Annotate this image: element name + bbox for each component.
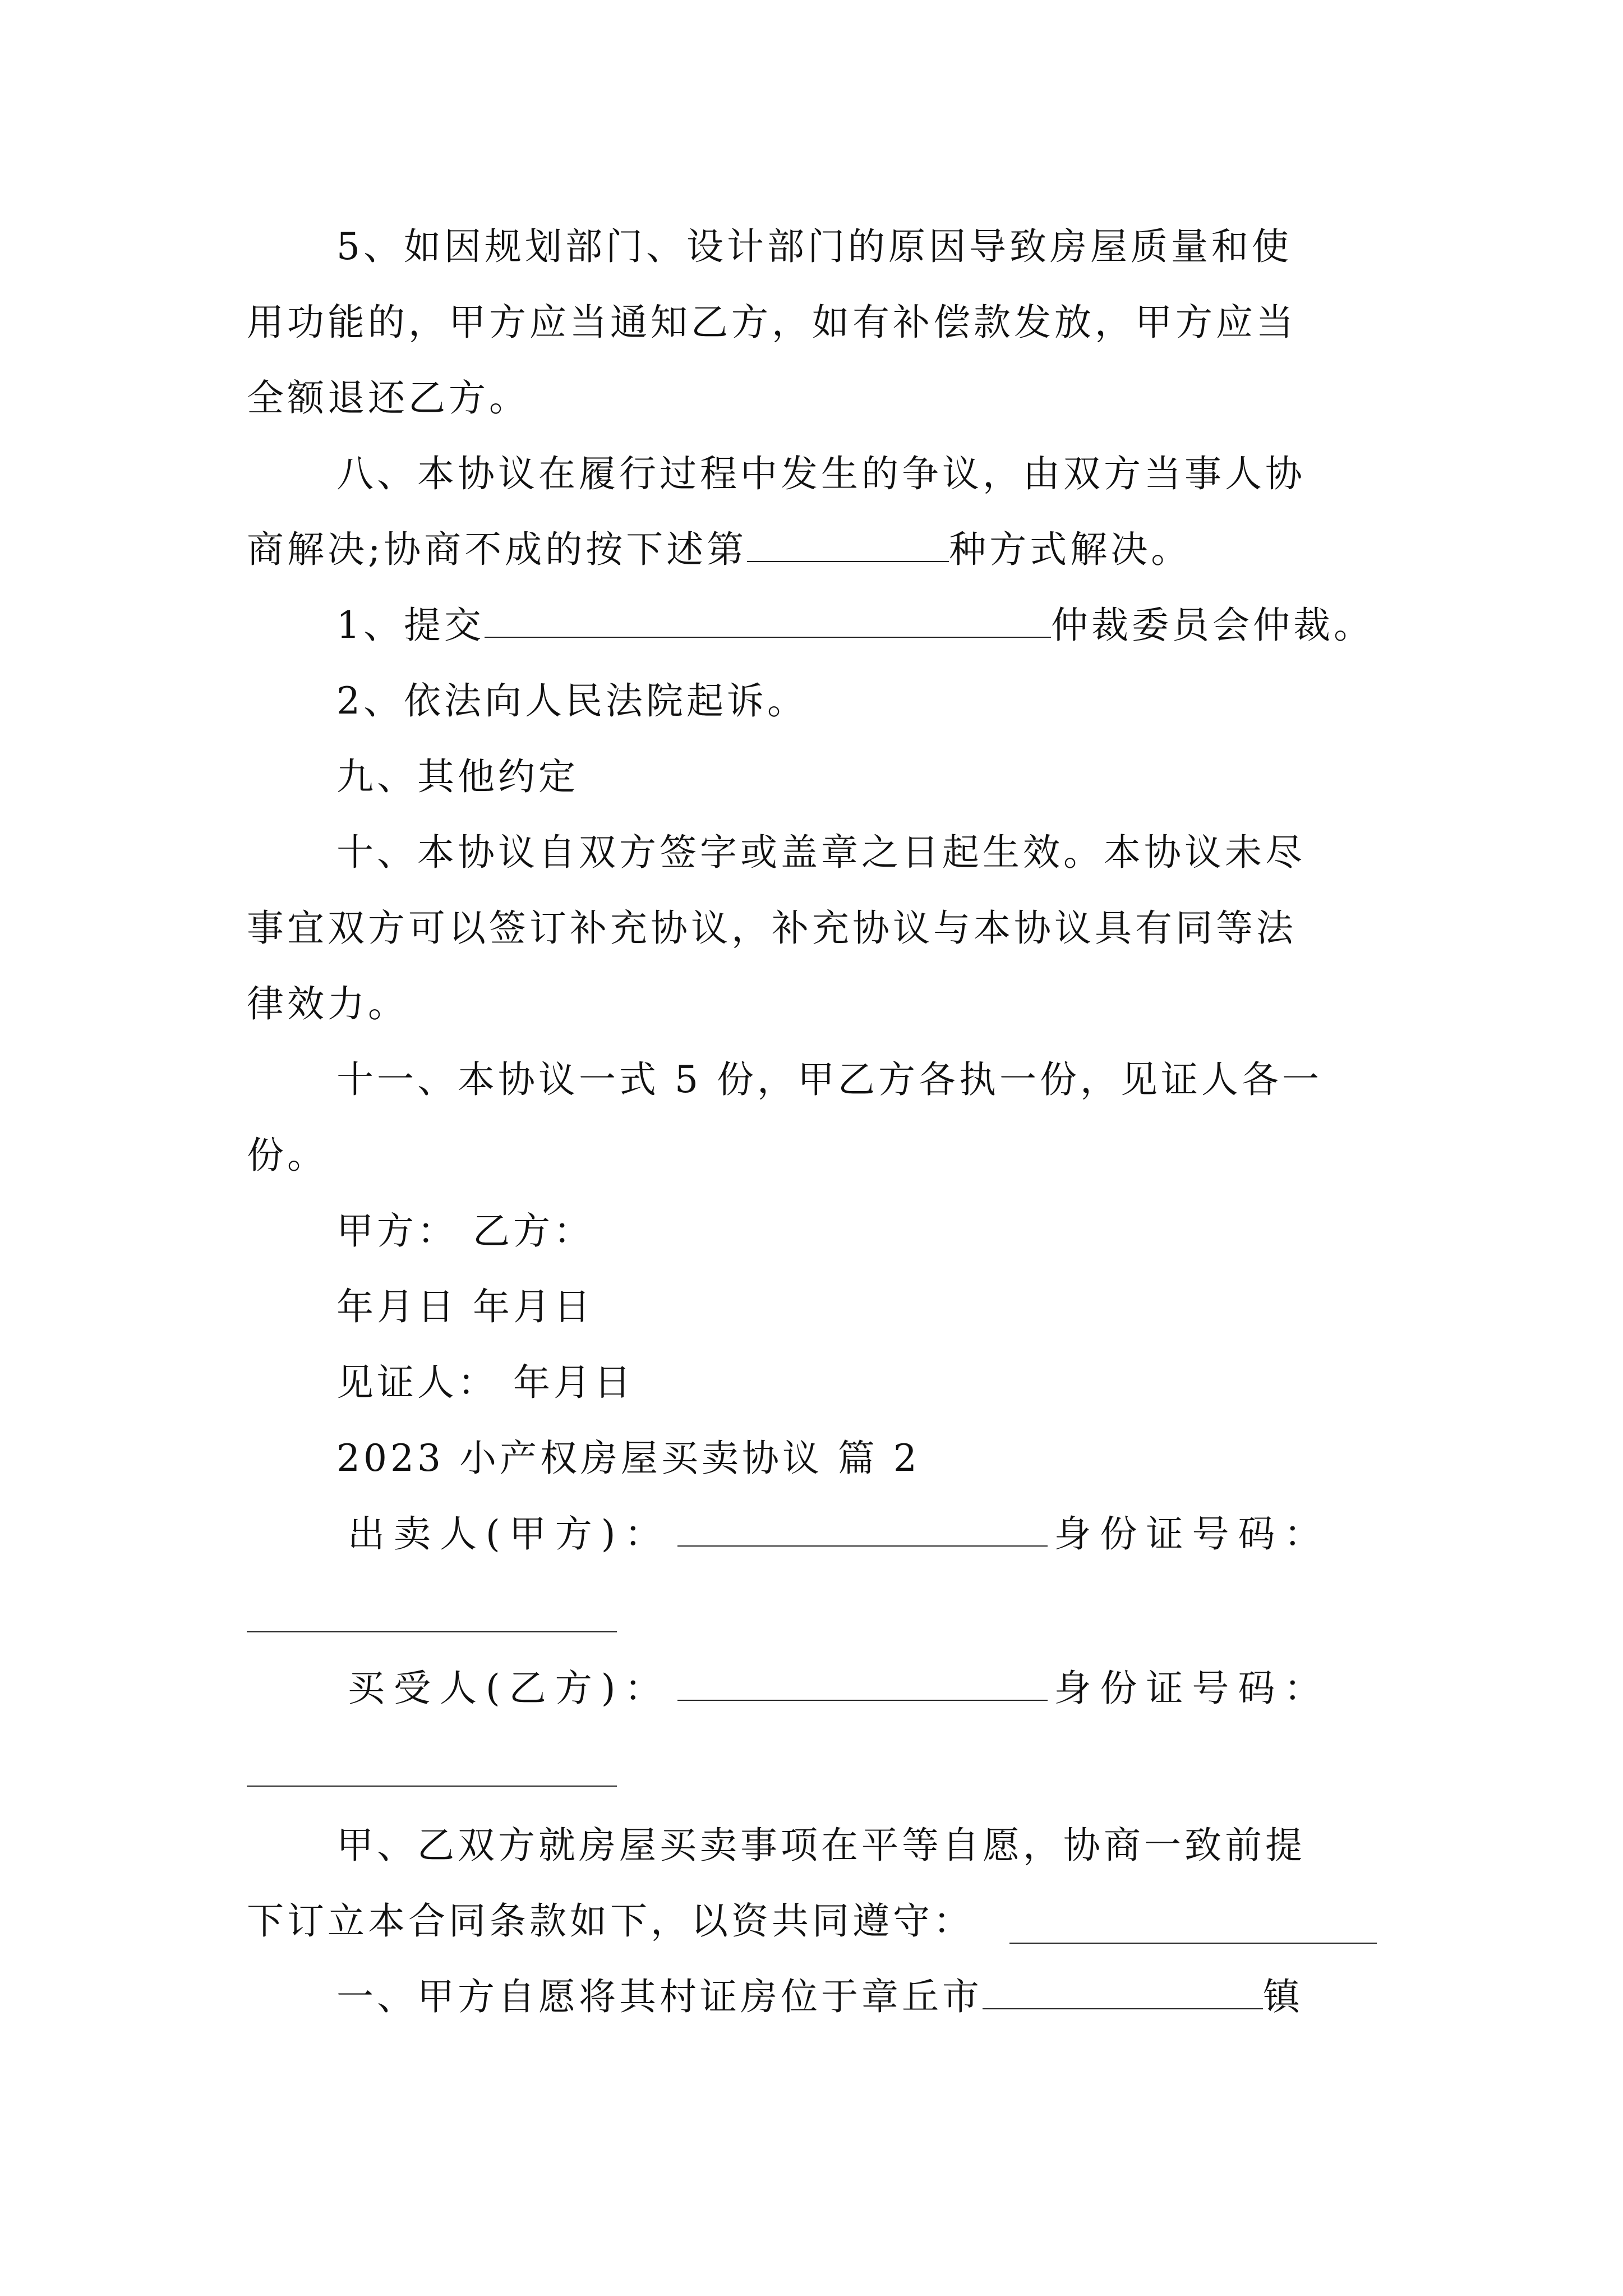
buyer-line [348, 1663, 1330, 1714]
arbitration-commission-blank [485, 602, 1051, 638]
signature-dates: 年月日 年月日 [336, 1285, 594, 1328]
clause-1-text-before: 一、甲方自愿将其村证房位于章丘市 [336, 1975, 983, 2018]
clause-10-line-3: 律效力。 [247, 982, 408, 1025]
buyer-id-blank [247, 1786, 617, 1787]
item-1 [336, 600, 1374, 651]
location-blank [983, 1973, 1263, 2009]
intro-line-1: 甲、乙双方就房屋买卖事项在平等自愿，协商一致前提 [336, 1824, 1306, 1867]
item-1-text-after: 仲裁委员会仲裁。 [1051, 604, 1374, 647]
method-number-blank [747, 526, 949, 562]
buyer-label: 买受人(乙方)： [348, 1667, 671, 1710]
clause-8-text-after: 种方式解决。 [949, 528, 1192, 571]
clause-9: 九、其他约定 [336, 755, 579, 798]
clause-8-text-before: 商解决;协商不成的按下述第 [247, 528, 748, 571]
clause-10-line-1: 十、本协议自双方签字或盖章之日起生效。本协议未尽 [336, 831, 1306, 874]
clause-11-line-2: 份。 [247, 1134, 328, 1177]
signature-parties: 甲方： 乙方： [336, 1209, 594, 1253]
item-2: 2、依法向人民法院起诉。 [336, 679, 808, 723]
buyer-name-blank [677, 1665, 1048, 1701]
paragraph-5-line-2: 用功能的，甲方应当通知乙方，如有补偿款发放，甲方应当 [247, 301, 1297, 344]
seller-name-blank [677, 1511, 1048, 1547]
signature-witness: 见证人： 年月日 [336, 1361, 634, 1404]
intro-line-2 [247, 1896, 974, 1947]
seller-label: 出卖人(甲方)： [348, 1512, 671, 1556]
clause-11-line-1: 十一、本协议一式 5 份，甲乙方各执一份，见证人各一 [336, 1058, 1322, 1101]
clause-1 [336, 1972, 1303, 2022]
seller-id-label: 身份证号码： [1054, 1512, 1330, 1556]
intro-blank [1009, 1943, 1377, 1944]
clause-1-text-after: 镇 [1263, 1975, 1303, 2018]
paragraph-5-line-3: 全额退还乙方。 [247, 376, 529, 420]
clause-8-line-1: 八、本协议在履行过程中发生的争议，由双方当事人协 [336, 452, 1306, 495]
paragraph-5-line-1: 5、如因规划部门、设计部门的原因导致房屋质量和使 [336, 225, 1292, 268]
seller-id-blank [247, 1631, 617, 1632]
clause-10-line-2: 事宜双方可以签订补充协议，补充协议与本协议具有同等法 [247, 907, 1297, 950]
intro-text: 下订立本合同条款如下，以资共同遵守： [247, 1899, 974, 1943]
buyer-id-label: 身份证号码： [1054, 1667, 1330, 1710]
seller-line [348, 1509, 1330, 1559]
clause-8-line-2 [247, 524, 1191, 575]
item-1-text-before: 1、提交 [336, 604, 485, 647]
section-title: 2023 小产权房屋买卖协议 篇 2 [336, 1437, 920, 1480]
